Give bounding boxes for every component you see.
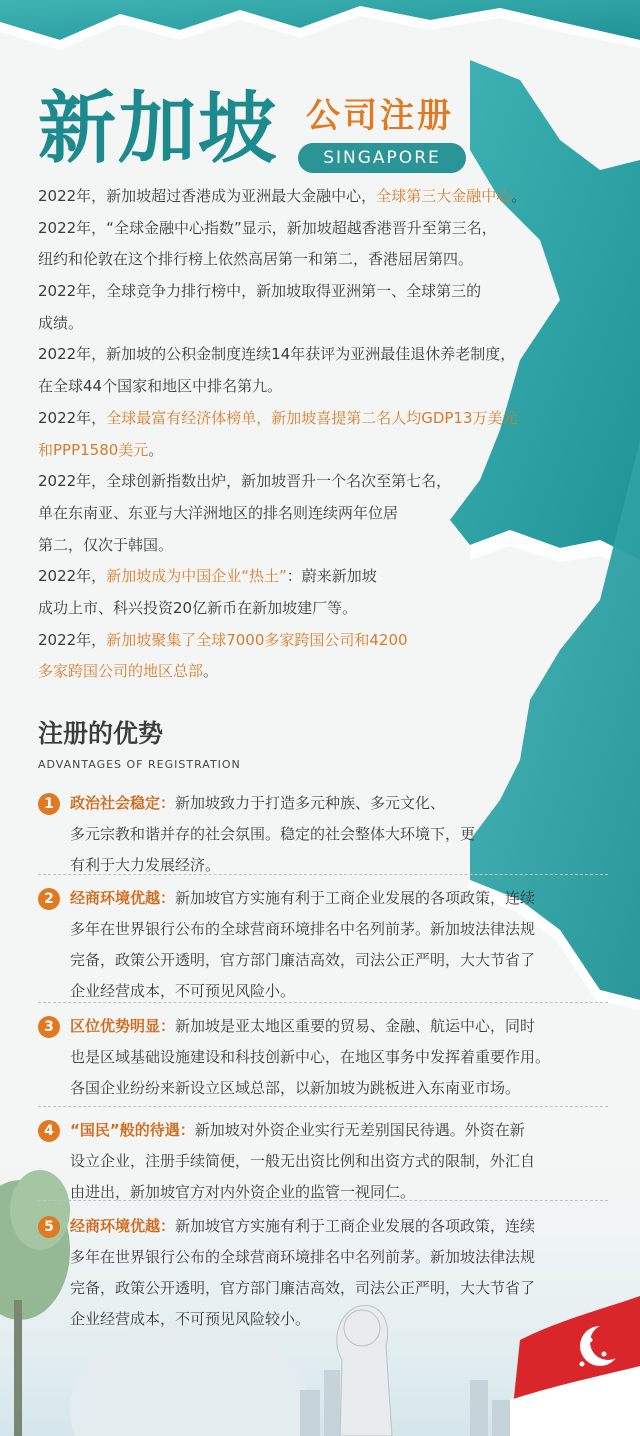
advantage-line (38, 1016, 608, 1036)
advantage-text: 由进出，新加坡官方对内外资企业的监管一视同仁。 (70, 1183, 416, 1201)
advantage-label: “国民”般的待遇： (70, 1121, 195, 1139)
advantage-line (38, 1216, 608, 1236)
advantage-text: 新加坡官方实施有利于工商企业发展的各项政策，连续 (175, 1217, 536, 1235)
advantage-text: 企业经营成本，不可预见风险小。 (70, 982, 296, 1000)
news-line (38, 281, 578, 301)
number-badge: 5 (38, 1216, 60, 1238)
section-subtitle: ADVANTAGES OF REGISTRATION (38, 758, 241, 771)
section-title: 注册的优势 (38, 719, 164, 748)
advantage-line (38, 793, 608, 813)
news-text: 在全球44个国家和地区中排名第九。 (38, 377, 283, 396)
country-pill: SINGAPORE (298, 143, 466, 173)
advantage-line (38, 950, 608, 970)
advantage-line (38, 1278, 608, 1298)
number-badge: 3 (38, 1016, 60, 1038)
advantage-text: 完备，政策公开透明，官方部门廉洁高效，司法公正严明，大大节省了 (70, 1279, 536, 1297)
advantage-label: 政治社会稳定： (70, 794, 176, 812)
page-title: 新加坡 (38, 83, 279, 174)
advantage-line (38, 1309, 608, 1329)
advantage-text: 各国企业纷纷来新设立区域总部，以新加坡为跳板进入东南亚市场。 (70, 1079, 521, 1097)
dashed-divider (38, 1002, 608, 1003)
advantage-text: 也是区域基础设施建设和科技创新中心，在地区事务中发挥着重要作用。 (70, 1048, 551, 1066)
news-text: 单在东南亚、东亚与大洋洲地区的排名则连续两年位居 (38, 503, 399, 522)
news-text: 2022年，新加坡超过香港成为亚洲最大金融中心， (38, 187, 377, 205)
advantage-line (38, 824, 608, 844)
highlight-text: 全球最富有经济体榜单，新加坡喜提第二名人均GDP13万美元 (106, 408, 518, 427)
news-line (38, 313, 578, 333)
advantage-text: 多年在世界银行公布的全球营商环境排名中名列前茅。新加坡法律法规 (70, 1248, 536, 1266)
advantage-text: 新加坡官方实施有利于工商企业发展的各项政策，连续 (175, 889, 536, 907)
news-line (38, 630, 578, 650)
news-text: 。 (203, 662, 219, 681)
news-text: 2022年，“全球金融中心指数”显示，新加坡超越香港晋升至第三名， (38, 218, 497, 237)
dashed-divider (38, 1106, 608, 1107)
news-text: 纽约和伦敦在这个排行榜上依然高居第一和第二，香港屈居第四。 (38, 250, 474, 269)
advantage-text: 多元宗教和谐并存的社会氛围。稳定的社会整体大环境下，更 (70, 825, 476, 843)
news-line (38, 598, 578, 618)
advantage-label: 经商环境优越： (70, 1217, 176, 1235)
dashed-divider (38, 874, 608, 875)
news-text: 成功上市、科兴投资20亿新币在新加坡建厂等。 (38, 598, 358, 617)
advantage-text: 多年在世界银行公布的全球营商环境排名中名列前茅。新加坡法律法规 (70, 920, 536, 938)
highlight-text: 新加坡聚集了全球7000多家跨国公司和4200 (106, 630, 408, 649)
news-line (38, 535, 578, 555)
news-line (38, 344, 578, 364)
number-badge: 1 (38, 793, 60, 815)
advantage-text: 企业经营成本，不可预见风险较小。 (70, 1310, 311, 1328)
news-text: 第二，仅次于韩国。 (38, 535, 174, 554)
news-line (38, 661, 578, 681)
news-line (38, 471, 578, 491)
page-subtitle: 公司注册 (306, 96, 454, 136)
advantage-line (38, 888, 608, 908)
news-line (38, 249, 578, 269)
news-line (38, 376, 578, 396)
advantage-text: 设立企业，注册手续简便，一般无出资比例和出资方式的限制，外汇自 (70, 1152, 536, 1170)
news-text: ：蔚来新加坡 (286, 567, 377, 586)
advantage-line (38, 855, 608, 875)
news-line (38, 186, 578, 206)
advantage-label: 经商环境优越： (70, 889, 176, 907)
news-line (38, 218, 578, 238)
advantage-text: 新加坡致力于打造多元种族、多元文化、 (175, 794, 446, 812)
number-badge: 2 (38, 888, 60, 910)
news-text: 2022年，新加坡的公积金制度连续14年获评为亚洲最佳退休养老制度， (38, 345, 516, 364)
news-text: 2022年， (38, 630, 107, 649)
news-line (38, 408, 578, 428)
advantage-item (38, 1016, 608, 1109)
highlight-text: 新加坡成为中国企业“热土” (106, 567, 287, 586)
highlight-text: 全球第三大金融中心 (376, 187, 512, 205)
news-text: 2022年， (38, 567, 107, 586)
advantage-text: 新加坡是亚太地区重要的贸易、金融、航运中心，同时 (175, 1017, 536, 1035)
news-list (38, 186, 578, 693)
news-text: 2022年， (38, 408, 107, 427)
highlight-text: 多家跨国公司的地区总部 (38, 662, 204, 681)
advantage-line (38, 1247, 608, 1267)
news-line (38, 566, 578, 586)
advantage-line (38, 1151, 608, 1171)
news-text: 2022年，全球创新指数出炉，新加坡晋升一个名次至第七名， (38, 472, 452, 491)
advantage-label: 区位优势明显： (70, 1017, 176, 1035)
advantage-text: 新加坡对外资企业实行无差别国民待遇。外资在新 (194, 1121, 525, 1139)
news-text: 。 (511, 187, 527, 205)
news-text: 。 (148, 440, 164, 459)
advantage-line (38, 919, 608, 939)
advantage-line (38, 1047, 608, 1067)
advantage-line (38, 981, 608, 1001)
news-line (38, 440, 578, 460)
number-badge: 4 (38, 1120, 60, 1142)
advantage-item (38, 1216, 608, 1340)
advantage-text: 完备，政策公开透明，官方部门廉洁高效，司法公正严明，大大节省了 (70, 951, 536, 969)
news-line (38, 503, 578, 523)
advantage-line (38, 1078, 608, 1098)
news-text: 成绩。 (38, 313, 84, 332)
highlight-text: 和PPP1580美元 (38, 440, 149, 459)
advantage-text: 有利于大力发展经济。 (70, 856, 221, 874)
advantage-item (38, 793, 608, 886)
dashed-divider (38, 1200, 608, 1201)
advantage-line (38, 1182, 608, 1202)
advantage-line (38, 1120, 608, 1140)
advantage-item (38, 888, 608, 1012)
news-text: 2022年，全球竞争力排行榜中，新加坡取得亚洲第一、全球第三的 (38, 282, 482, 301)
